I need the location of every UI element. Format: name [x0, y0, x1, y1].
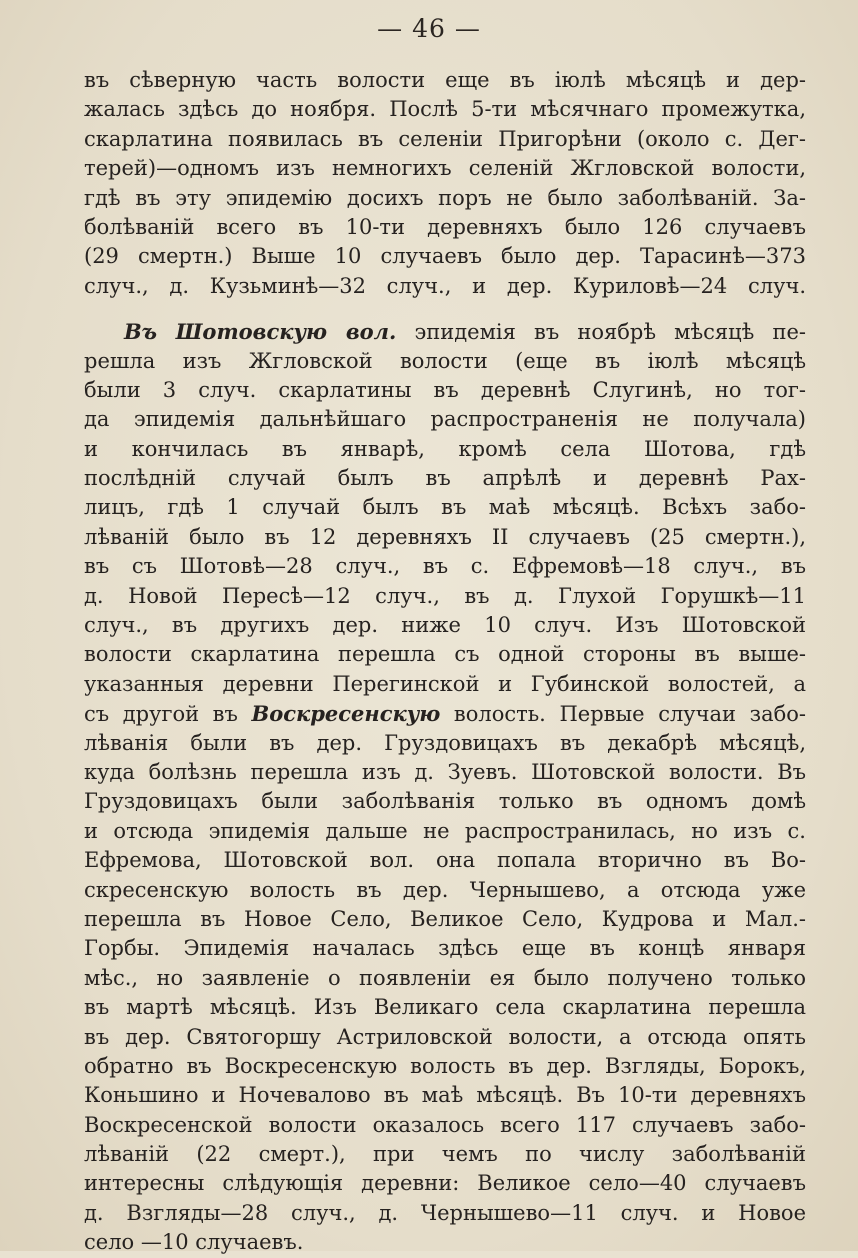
text-line: жалась здѣсь до ноября. Послѣ 5-ти мѣсячнаго промежутка, [84, 97, 806, 122]
text-line: решла изъ Жгловской волости (еще въ іюлѣ мѣсяцѣ [84, 348, 806, 373]
text-line-mixed [84, 699, 806, 728]
text-line: д. Взгляды—28 случ., д. Чернышево—11 случ. и Новое [84, 1200, 806, 1225]
text-line: Горбы. Эпидемія началась здѣсь еще въ концѣ января [84, 936, 806, 961]
text-line: Ефремова, Шотовской вол. она попала вторично въ Во- [84, 848, 806, 873]
text-line: въ съ Шотовѣ—28 случ., въ с. Ефремовѣ—18 случ., въ [84, 554, 806, 579]
text-line: послѣдній случай былъ въ апрѣлѣ и деревнѣ Рах- [84, 466, 806, 491]
text-line: скресенскую волость въ дер. Чернышево, а отсюда уже [84, 877, 806, 902]
text-line: Груздовицахъ были заболѣванія только въ одномъ домѣ [84, 789, 806, 814]
text-fragment: съ другой въ [84, 702, 252, 727]
text-line-last: село —10 случаевъ. [84, 1230, 304, 1255]
page-number: — 46 — [377, 14, 481, 43]
text-line: д. Новой Пересѣ—12 случ., въ д. Глухой Горушкѣ—11 [84, 583, 806, 608]
paragraph-2 [84, 317, 806, 1258]
text-line: куда болѣзнь перешла изъ д. Зуевъ. Шотовской волости. Въ [84, 759, 806, 784]
italic-place-name: Воскресенскую [251, 701, 441, 727]
text-line: въ дер. Святогоршу Астриловской волости, а отсюда опять [84, 1024, 806, 1049]
text-line: обратно въ Воскресенскую волость въ дер. Взгляды, Борокъ, [84, 1053, 806, 1078]
text-line: лѣваній было въ 12 деревняхъ II случаевъ (25 смертн.), [84, 524, 806, 549]
text-line: лѣваній (22 смерт.), при чемъ по числу заболѣваній [84, 1142, 806, 1167]
text-line: въ сѣверную часть волости еще въ іюлѣ мѣсяцѣ и дер- [84, 68, 806, 92]
text-line: въ мартѣ мѣсяцѣ. Изъ Великаго села скарлатина перешла [84, 995, 806, 1020]
text-line: терей)—одномъ изъ немногихъ селеній Жгловской волости, [84, 156, 806, 181]
text-fragment: эпидемія въ ноябрѣ мѣсяцѣ пе- [396, 320, 806, 345]
text-line: лицъ, гдѣ 1 случай былъ въ маѣ мѣсяцѣ. Всѣхъ забо- [84, 495, 806, 520]
text-line: гдѣ въ эту эпидемію досихъ поръ не было заболѣваній. За- [84, 185, 806, 210]
text-line-first [84, 317, 806, 346]
body-text [84, 66, 806, 1258]
text-line: волости скарлатина перешла съ одной стороны въ выше- [84, 642, 806, 667]
text-line: и кончилась въ январѣ, кромѣ села Шотова, гдѣ [84, 436, 806, 461]
text-line: болѣваній всего въ 10-ти деревняхъ было 126 случаевъ [84, 214, 806, 239]
text-fragment: волость. Первые случаи забо- [440, 702, 806, 727]
italic-heading: Въ Шотовскую вол. [124, 319, 397, 345]
text-line: случ., въ другихъ дер. ниже 10 случ. Изъ Шотовской [84, 613, 806, 638]
text-line: скарлатина появилась въ селеніи Пригорѣни (около с. Дег- [84, 126, 806, 151]
text-line: случ., д. Кузьминѣ—32 случ., и дер. Куриловѣ—24 случ. [84, 273, 806, 298]
text-line: (29 смертн.) Выше 10 случаевъ было дер. Тарасинѣ—373 [84, 244, 806, 269]
text-line: да эпидемія дальнѣйшаго распространенія не получала) [84, 407, 806, 432]
text-line: интересны слѣдующія деревни: Великое село—40 случаевъ [84, 1171, 806, 1196]
text-line: и отсюда эпидемія дальше не распространилась, но изъ с. [84, 818, 806, 843]
text-line: Коньшино и Ночевалово въ маѣ мѣсяцѣ. Въ 10-ти деревняхъ [84, 1083, 806, 1108]
text-line: перешла въ Новое Село, Великое Село, Кудрова и Мал.- [84, 906, 806, 931]
paragraph-1 [84, 66, 806, 301]
text-line: указанныя деревни Перегинской и Губинской волостей, а [84, 671, 806, 696]
text-line: мѣс., но заявленіе о появленіи ея было получено только [84, 965, 806, 990]
text-line: лѣванія были въ дер. Груздовицахъ въ декабрѣ мѣсяцѣ, [84, 730, 806, 755]
text-line: Воскресенской волости оказалось всего 117 случаевъ забо- [84, 1112, 806, 1137]
text-line: были 3 случ. скарлатины въ деревнѣ Слугинѣ, но тог- [84, 377, 806, 402]
